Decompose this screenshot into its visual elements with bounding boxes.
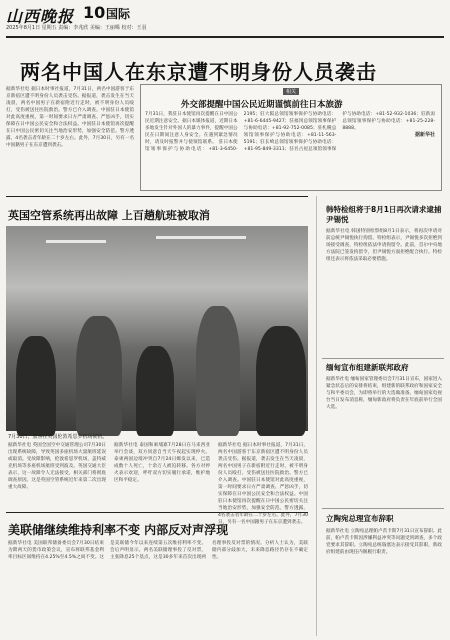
traveler-figure: [136, 346, 174, 436]
lithuania-story-text: 据新华社电 立陶宛总理帕卢茨卡斯7月31日宣布辞职。此前，帕卢茨卡斯因涉嫌利益冲突等问题受到调查，多个政党要求其辞职。立陶宛总统瑙塞达表示接受其辞职，新政府组建前由现任内阁履行职责。: [326, 529, 442, 555]
ceiling-light: [46, 240, 106, 243]
related-signature: 据新华社: [414, 132, 435, 138]
airport-photo: [6, 226, 308, 431]
related-title: 外交部提醒中国公民近期谨慎前往日本旅游: [181, 100, 343, 110]
myanmar-rule: [322, 508, 444, 509]
fed-story-body: [8, 540, 308, 636]
uk-story-body: [8, 442, 106, 510]
myanmar-story-body: [326, 376, 442, 496]
photo-caption: 7月30日，旅客在英国伦敦希思罗机场候机。: [8, 434, 108, 440]
uk-story-text: 据新华社电 英国全国空中交通管理公司7月30日出现系统故障，导致英国多座机场大量航班延误或取消。受故障影响，伦敦希思罗机场、盖特威克机场等多座机场航班受到波及。英国交通大臣表示，这一故障令人无法接受，相关部门将彻底调查原因。这是英国空管系统近年来第二次出现重大故障。: [8, 443, 106, 490]
masthead: [6, 4, 444, 34]
lithuania-story-body: [326, 528, 442, 636]
page-number: 10: [83, 3, 106, 22]
korea-story-body: [326, 228, 442, 356]
newspaper-logo: 山西晚报: [6, 7, 75, 26]
traveler-figure: [16, 336, 56, 436]
korea-rule: [322, 358, 444, 359]
related-body: [145, 111, 435, 185]
related-text: 7月31日，我驻日本使馆再次提醒在日中国公民近期注意安全。据日本媒体报道，近期日本多地发生针对外国人的暴力事件，提醒中国公民在日期间注意人身安全。在遇到紧急情况时，请及时报警并与使领馆联系。 驻日本使馆领事保护与协助电话：+81-3-6450-2195；驻大阪总领馆领事保护与协助电话：+81-6-6445-9427；驻福冈总领馆领事保护与协助电话：+81-92-752-0085；驻札幌总领馆领事保护与协助电话：+81-11-563-5191；驻长崎总领馆领事保护与协助电话：+81-95-849-3311；驻名古屋总领馆领事保护与协助电话：+81-52-932-1036；驻新潟总领馆领事保护与协助电话：+81-25-228-8888。: [145, 112, 435, 152]
thai-story-text: 据新华社电 泰国和柬埔寨7月28日在马来西亚举行会谈，双方同意自当天午夜起实现停火。泰柬两国边境冲突自7月24日爆发以来，已造成数十人死亡，十余万人被迫转移。各方对停火表示欢迎，呼吁双方切实履行承诺，维护地区和平稳定。: [114, 443, 210, 483]
korea-headline: 韩特检组将于8月1日再次请求逮捕尹锡悦: [326, 205, 442, 224]
masthead-meta: 2025年8月1日 星期五 责编：李兆欣 美编：王丽晞 校对：王羽: [6, 25, 147, 31]
ceiling-light: [156, 236, 246, 239]
related-box: [140, 84, 442, 191]
korea-story-text: 据新华社电 韩国特别检察组8月1日表示，将再次申请对前总统尹锡悦执行拘留。特检组表示，尹锡悦多次拒绝到场接受调查，特检组依法申请拘留令。此前，首尔中央地方法院已签发拘留令，但尹锡悦方面拒绝配合执行。特检组还表示将依法采取必要措施。: [326, 229, 442, 262]
main-story-text: 据新华社电 据日本时事社报道，7月31日，两名中国游客于东京新宿区遭不明身份人员袭击受伤。据报道，袭击发生在当天凌晨，两名中国男子在新宿附近行走时，被不明身份人员殴打，受伤被送往医院救治。警方已介入调查。中国驻日本使馆对此高度重视，第一时间要求日方严肃调查、严惩凶手，切实保障在日中国公民安全和合法权益。中国驻日本使馆再次提醒在日中国公民密切关注当地治安形势，加强安全防范。警方透露，4名袭击者年龄在二十岁左右。此外，7月30日，另有一名中国籍男子在东京遭到袭击。: [6, 87, 134, 148]
fed-story-text: 据新华社电 美国联邦储备委员会7月30日结束为期两天的货币政策会议，宣布将联邦基金利率目标区间维持在4.25%至4.5%之间不变。这是美联储今年以来连续第五次维持利率不变。会后声明显示，两名美联储理事投了反对票，主张降息25个基点，这是30多年来首次出现两名理事投反对票的情况。分析人士认为，美联储内部分歧加大，未来降息路径仍存在不确定性。: [8, 541, 308, 560]
thai-story-body-2: [218, 442, 308, 525]
lithuania-headline: 立陶宛总理宣布辞职: [326, 514, 394, 523]
uk-headline: 英国空管系统再出故障 上百趟航班被取消: [8, 209, 210, 222]
main-story-body: [6, 86, 134, 218]
traveler-figure: [256, 326, 306, 436]
main-headline: 两名中国人在东京遭不明身份人员袭击: [20, 60, 377, 84]
column-divider: [316, 196, 317, 636]
top-rule: [6, 36, 444, 38]
myanmar-headline: 缅甸宣布组建新联邦政府: [326, 363, 409, 372]
section-name: 国际: [106, 7, 131, 21]
fed-rule: [6, 512, 308, 513]
thai-story-body: [114, 442, 210, 510]
traveler-figure: [76, 316, 122, 436]
myanmar-story-text: 据新华社电 缅甸国家管理委员会7月31日宣布，国家进入紧急状态后的安排将结束，组建新的联邦政府和国家安全与和平委员会，为即将举行的大选做准备。缅甸国家电视台当日发布消息称，缅甸新政府将负责在年底前举行全国大选。: [326, 377, 442, 410]
extra-story-text: 据新华社电 据日本时事社报道，7月31日，两名中国游客于东京新宿区遭不明身份人员袭击受伤。据报道，袭击发生在当天凌晨，两名中国男子在新宿附近行走时，被不明身份人员殴打，受伤被送往医院救治。警方已介入调查。中国驻日本使馆对此高度重视，第一时间要求日方严肃调查、严惩凶手，切实保障在日中国公民安全和合法权益。中国驻日本使馆再次提醒在日中国公民密切关注当地治安形势，加强安全防范。警方透露，4名袭击者年龄在二十岁左右。此外，7月30日，另有一名中国籍男子在东京遭到袭击。: [218, 443, 308, 525]
related-tag: 相关: [283, 88, 299, 95]
traveler-figure: [196, 306, 240, 436]
fed-headline: 美联储继续维持利率不变 内部反对声浮现: [8, 523, 229, 537]
section-rule: [6, 196, 308, 197]
